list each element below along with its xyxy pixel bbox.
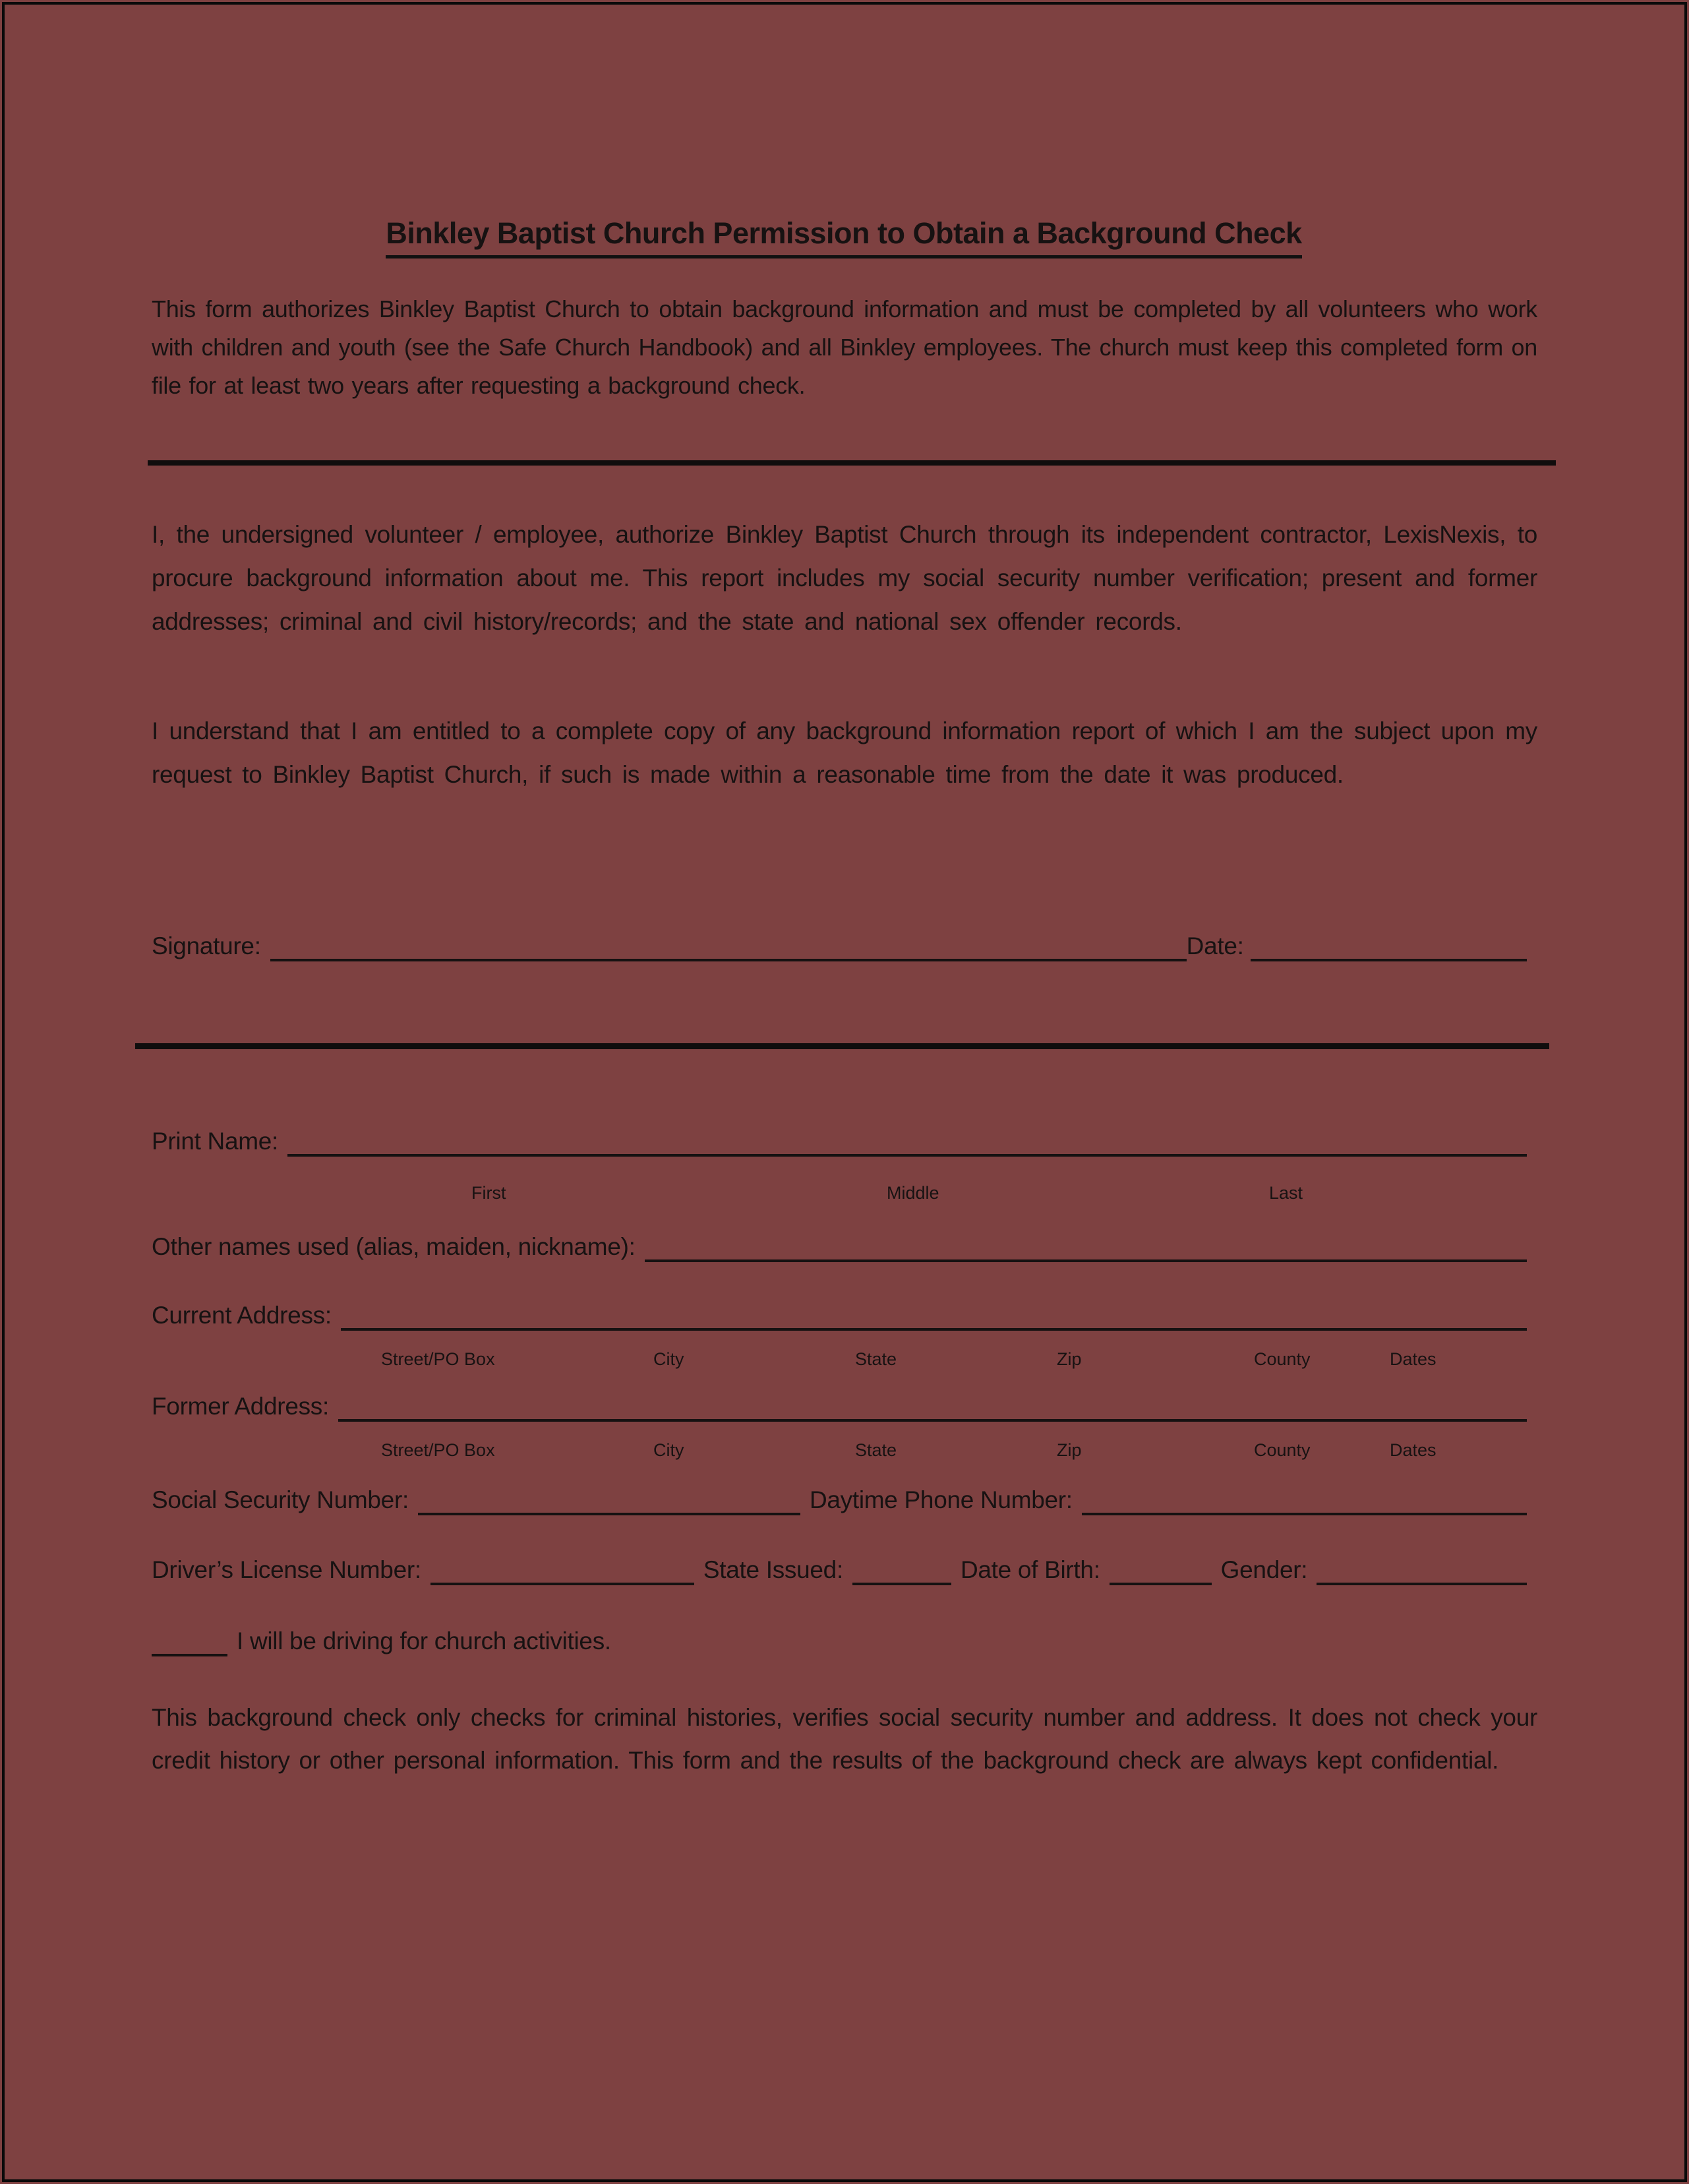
- confidentiality-paragraph: This background check only checks for criminal histories, verifies social security number and address. It does not check your credit history or other personal information. This form and the results of the background check are always kept confidential.: [152, 1704, 1537, 1774]
- former-address-sublabel-zip: Zip: [1057, 1440, 1082, 1460]
- former-address-sublabel-street: Street/PO Box: [381, 1440, 495, 1460]
- driving-statement-label: I will be driving for church activities.: [237, 1627, 611, 1654]
- date-of-birth-line: [1110, 1563, 1212, 1585]
- print-name-line: [287, 1134, 1527, 1157]
- state-issued-line: [852, 1563, 951, 1585]
- page-title-text: Binkley Baptist Church Permission to Obtain a Background Check: [386, 216, 1301, 258]
- signature-line: [270, 939, 1187, 961]
- driving-statement-row: [152, 1621, 1527, 1656]
- ssn-phone-row: [152, 1480, 1527, 1515]
- former-address-row: [152, 1386, 1527, 1422]
- print-name-sublabel-middle: Middle: [887, 1183, 939, 1203]
- ssn-label: Social Security Number:: [152, 1486, 409, 1513]
- print-name-sublabel-last: Last: [1269, 1183, 1303, 1203]
- current-address-sublabel-dates: Dates: [1390, 1349, 1437, 1369]
- signature-label: Signature:: [152, 932, 261, 959]
- daytime-phone-label: Daytime Phone Number:: [809, 1486, 1073, 1513]
- current-address-label: Current Address:: [152, 1302, 332, 1329]
- former-address-sublabel-state: State: [855, 1440, 897, 1460]
- current-address-sublabel-state: State: [855, 1349, 897, 1369]
- date-line: [1251, 939, 1527, 961]
- state-issued-label: State Issued:: [703, 1556, 843, 1583]
- copy-entitlement-paragraph: I understand that I am entitled to a complete copy of any background information report of which I am the subject upon my request to Binkley Baptist Church, if such is made within a reasonable time from the date it was produced.: [152, 717, 1537, 788]
- authorization-paragraph: I, the undersigned volunteer / employee, authorize Binkley Baptist Church through its independent contractor, LexisNexis, to procure background information about me. This report includes my social security number verification; present and former addresses; criminal and civil history/records; and the state and national sex offender records.: [152, 521, 1537, 635]
- current-address-row: [152, 1295, 1527, 1331]
- former-address-sublabel-dates: Dates: [1390, 1440, 1437, 1460]
- daytime-phone-line: [1082, 1493, 1527, 1515]
- drivers-license-line: [430, 1563, 694, 1585]
- gender-line: [1317, 1563, 1527, 1585]
- date-of-birth-label: Date of Birth:: [960, 1556, 1100, 1583]
- print-name-sublabel-first: First: [471, 1183, 506, 1203]
- former-address-sublabel-county: County: [1254, 1440, 1311, 1460]
- current-address-sublabel-county: County: [1254, 1349, 1311, 1369]
- other-names-row: [152, 1227, 1527, 1262]
- other-names-line: [645, 1240, 1527, 1262]
- current-address-sublabel-zip: Zip: [1057, 1349, 1082, 1369]
- date-label: Date:: [1186, 932, 1244, 959]
- print-name-row: [152, 1121, 1527, 1157]
- section-divider-top: [148, 460, 1556, 466]
- former-address-sublabel-city: City: [653, 1440, 684, 1460]
- current-address-sublabel-city: City: [653, 1349, 684, 1369]
- page-title: [152, 216, 1536, 258]
- former-address-label: Former Address:: [152, 1393, 329, 1420]
- ssn-line: [418, 1493, 800, 1515]
- other-names-label: Other names used (alias, maiden, nickname):: [152, 1233, 636, 1260]
- drivers-license-row: [152, 1550, 1527, 1585]
- signature-row: [152, 926, 1527, 961]
- driving-checkbox-line: [152, 1634, 227, 1656]
- current-address-sublabel-street: Street/PO Box: [381, 1349, 495, 1369]
- current-address-line: [341, 1308, 1527, 1331]
- gender-label: Gender:: [1220, 1556, 1308, 1583]
- former-address-line: [338, 1399, 1527, 1422]
- intro-paragraph: This form authorizes Binkley Baptist Church to obtain background information and must be completed by all volunteers who work with children and youth (see the Safe Church Handbook) and all Binkley employees. The church must keep this completed form on file for at least two years after requesting a background check.: [152, 295, 1537, 399]
- section-divider-middle: [135, 1043, 1549, 1049]
- print-name-label: Print Name:: [152, 1128, 279, 1155]
- drivers-license-label: Driver’s License Number:: [152, 1556, 421, 1583]
